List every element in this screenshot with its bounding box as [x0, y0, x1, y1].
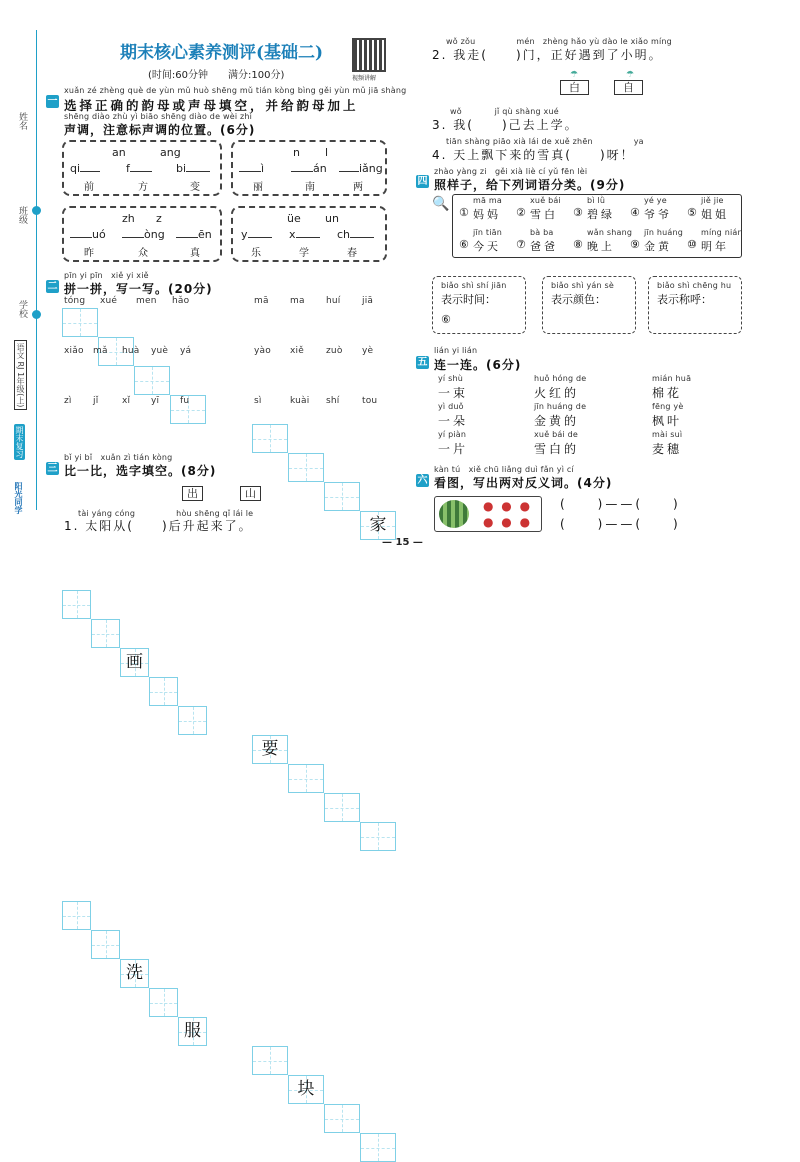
cell-pinyin: yào [254, 346, 271, 356]
section-instruction: 连一连。(6分) [434, 358, 522, 372]
word-pinyin: jīn tiān [473, 228, 502, 237]
pinyin-suffix: ēn [198, 228, 212, 241]
cell-pinyin: xiě [290, 346, 304, 356]
word-item: 雪白 [530, 208, 558, 221]
question-text: 1. 太阳从( )后升起来了。 [64, 519, 253, 533]
writing-cell[interactable] [178, 706, 207, 735]
section-number: 二 [47, 281, 58, 292]
question-pinyin: wǒ jǐ qù shàng xué [450, 107, 559, 116]
match-pinyin: yì duǒ [438, 402, 464, 411]
cell-pinyin: yá [180, 346, 192, 356]
cell-pinyin: huí [326, 296, 341, 306]
section-instruction: 选择正确的韵母或声母填空，并给韵母加上 [64, 98, 359, 113]
answer-blank[interactable] [80, 171, 100, 172]
word-pinyin: mā ma [473, 196, 502, 205]
cell-char: 服 [184, 1021, 201, 1041]
writing-cell[interactable] [252, 1046, 288, 1075]
option: ang [160, 146, 181, 159]
option-char: 自 [614, 80, 643, 95]
writing-cell[interactable] [62, 308, 98, 337]
writing-cell[interactable] [120, 959, 149, 988]
match-item[interactable]: 火红的 [534, 386, 580, 400]
answer-blank[interactable] [350, 237, 374, 238]
picture-box [434, 496, 542, 532]
question-pinyin: wǒ zǒu mén zhèng hǎo yù dào le xiǎo míng [446, 37, 672, 46]
section-number: 四 [417, 176, 428, 187]
match-pinyin: yí piàn [438, 430, 467, 439]
word-item: 爸爸 [530, 240, 558, 253]
category-box[interactable] [648, 276, 742, 334]
cell-pinyin: yè [362, 346, 374, 356]
match-item[interactable]: 一片 [438, 442, 469, 456]
section-pinyin: bǐ yi bǐ xuǎn zì tián kòng [64, 453, 173, 462]
word-number: ① [459, 206, 469, 219]
word-pinyin: bì lǜ [587, 196, 606, 205]
char: 学 [299, 248, 309, 259]
writing-cell[interactable] [324, 793, 360, 822]
fill-box [62, 206, 222, 262]
match-item[interactable]: 麦穗 [652, 442, 683, 456]
writing-cell[interactable] [91, 619, 120, 648]
cell-pinyin: jǐ [93, 396, 99, 406]
option: an [112, 146, 126, 159]
match-item[interactable]: 雪白的 [534, 442, 580, 456]
cell-pinyin: xiǎo [64, 346, 84, 356]
cell-pinyin: men [136, 296, 157, 306]
section-pinyin: xuǎn zé zhèng què de yùn mǔ huò shēng mǔ tián kòng bìng gěi yùn mǔ jiā shàng [64, 86, 407, 95]
answer-blank[interactable] [239, 171, 261, 172]
word-pinyin: wǎn shang [587, 228, 633, 237]
cell-pinyin: zuò [326, 346, 343, 356]
word-pinyin: xuě bái [530, 196, 561, 205]
writing-cell[interactable] [149, 677, 178, 706]
char: 前 [84, 182, 94, 193]
cell-pinyin: mā [254, 296, 269, 306]
qr-code[interactable] [352, 38, 386, 72]
name-label: 姓名 [17, 112, 27, 130]
section-pinyin: kàn tú xiě chū liǎng duì fǎn yì cí [434, 465, 574, 474]
option-char: 出 [182, 486, 203, 501]
section-pinyin: pīn yi pīn xiě yi xiě [64, 271, 149, 280]
cell-pinyin: jiā [362, 296, 374, 306]
char: 变 [190, 182, 200, 193]
option: zh [122, 212, 135, 225]
cell-char: 块 [297, 1079, 315, 1099]
brand-label: 期末复习 [15, 426, 24, 458]
antonym-pair[interactable]: ( )——( ) [560, 497, 681, 511]
category-label: 表示时间： [441, 293, 496, 306]
pinyin-suffix: òng [144, 228, 165, 241]
category-example: ⑥ [441, 313, 451, 326]
cell-pinyin: xǐ [122, 396, 131, 406]
option: n [293, 146, 300, 159]
word-number: ⑧ [573, 238, 583, 251]
page-number: — 15 — [382, 537, 423, 548]
word-pinyin: bà ba [530, 228, 554, 237]
cell-char: 洗 [126, 963, 143, 983]
word-item: 晚上 [587, 240, 615, 253]
antonym-pair[interactable]: ( )——( ) [560, 517, 681, 531]
cell-pinyin: ma [290, 296, 305, 306]
option-char: 山 [240, 486, 261, 501]
char: 方 [138, 182, 148, 193]
section-number: 一 [47, 96, 58, 107]
pinyin-suffix: iǎng [359, 162, 383, 175]
category-pinyin: biǎo shì chēng hu [657, 281, 732, 290]
char: 春 [347, 248, 357, 259]
question-text: 3. 我( )己去上学。 [432, 118, 579, 132]
match-item[interactable]: 一束 [438, 386, 469, 400]
writing-cell[interactable] [288, 764, 324, 793]
category-box[interactable] [542, 276, 636, 334]
section-pinyin: zhào yàng zi gěi xià liè cí yǔ fēn lèi [434, 167, 588, 176]
char: 南 [305, 182, 315, 193]
writing-cell[interactable] [120, 648, 149, 677]
cell-pinyin: kuài [290, 396, 310, 406]
class-label: 班级 [17, 206, 27, 224]
word-number: ④ [630, 206, 640, 219]
pinyin-prefix: qi [70, 162, 81, 175]
writing-cell[interactable] [252, 424, 288, 453]
char: 乐 [251, 248, 261, 259]
match-pinyin: mián huā [652, 374, 692, 383]
match-item[interactable]: 金黄的 [534, 414, 580, 428]
pinyin-prefix: f [126, 162, 130, 175]
pinyin-prefix: bi [176, 162, 187, 175]
answer-blank[interactable] [186, 171, 210, 172]
page-title: 期末核心素养测评(基础二) [120, 43, 324, 63]
question-pinyin: tiān shàng piāo xià lái de xuě zhēn ya [446, 137, 644, 146]
writing-cell[interactable] [360, 1133, 396, 1162]
qr-label: 视频讲解 [352, 75, 377, 82]
watermelon-icon [439, 500, 469, 528]
match-pinyin: fēng yè [652, 402, 684, 411]
pinyin-prefix: y [241, 228, 248, 241]
cell-pinyin: hǎo [172, 296, 190, 306]
category-box[interactable] [432, 276, 526, 334]
pinyin-prefix: ch [337, 228, 351, 241]
fill-box [231, 140, 387, 196]
word-item: 妈妈 [473, 208, 501, 221]
section-instruction: 比一比，选字填空。(8分) [64, 464, 217, 478]
word-number: ⑨ [630, 238, 640, 251]
writing-cell[interactable] [252, 735, 288, 764]
sidebar [0, 0, 48, 568]
match-pinyin: huǒ hóng de [534, 374, 587, 383]
match-item[interactable]: 棉花 [652, 386, 683, 400]
option: z [156, 212, 162, 225]
char: 真 [190, 248, 200, 259]
umbrella-icon: ☂ [626, 70, 635, 80]
section-instruction: 拼一拼，写一写。(20分) [64, 282, 213, 296]
word-item: 今天 [473, 240, 501, 253]
writing-cell[interactable] [288, 1075, 324, 1104]
question-text: 4. 天上飘下来的雪真( )呀！ [432, 148, 635, 162]
word-number: ⑦ [516, 238, 526, 251]
word-number: ② [516, 206, 526, 219]
option: l [325, 146, 329, 159]
answer-blank[interactable] [70, 237, 92, 238]
pinyin-suffix: ì [261, 162, 265, 175]
category-pinyin: biǎo shì yán sè [551, 281, 614, 290]
section-pinyin: shēng diào zhù yì biāo shēng diào de wèi zhì [64, 112, 253, 121]
cell-pinyin: huà [122, 346, 140, 356]
writing-cell[interactable] [360, 822, 396, 851]
word-pinyin: jīn huáng [644, 228, 684, 237]
answer-blank[interactable] [339, 171, 359, 172]
word-bank [452, 194, 742, 258]
writing-cell[interactable] [149, 988, 178, 1017]
section-instruction: 声调，注意标声调的位置。(6分) [64, 123, 256, 137]
cell-pinyin: yī [151, 396, 160, 406]
pinyin-suffix: uó [92, 228, 106, 241]
question-pinyin: tài yáng cóng hòu shēng qǐ lái le [78, 509, 254, 518]
category-label: 表示颜色： [551, 293, 606, 306]
match-pinyin: yí shù [438, 374, 464, 383]
answer-blank[interactable] [130, 171, 152, 172]
writing-cell[interactable] [324, 482, 360, 511]
cell-char: 要 [261, 739, 279, 759]
word-item: 爷爷 [644, 208, 672, 221]
char: 昨 [84, 248, 94, 259]
answer-blank[interactable] [291, 171, 313, 172]
strawberry-icon: ● ● ● [483, 515, 533, 529]
cell-pinyin: shí [326, 396, 340, 406]
cell-pinyin: sì [254, 396, 262, 406]
section-number: 五 [417, 357, 428, 368]
cell-pinyin: zì [64, 396, 72, 406]
answer-blank[interactable] [122, 237, 144, 238]
umbrella-icon: ☂ [570, 70, 579, 80]
cell-char: 画 [126, 652, 143, 672]
cell-pinyin: yuè [151, 346, 169, 356]
writing-cell[interactable] [134, 366, 170, 395]
magnifier-icon: 🔍 [432, 196, 450, 212]
word-item: 明年 [701, 240, 729, 253]
grade-label: 语文 RJ 1年级(上) [14, 340, 27, 410]
cell-pinyin: fu [180, 396, 190, 406]
option-char: 白 [560, 80, 589, 95]
word-pinyin: yé ye [644, 196, 667, 205]
match-pinyin: jīn huáng de [534, 402, 587, 411]
word-item: 金黄 [644, 240, 672, 253]
category-label: 表示称呼： [657, 293, 712, 306]
writing-cell[interactable] [288, 453, 324, 482]
answer-blank[interactable] [296, 237, 320, 238]
strawberry-icon: ● ● ● [483, 499, 533, 513]
section-pinyin: lián yi lián [434, 346, 478, 355]
pinyin-suffix: án [313, 162, 327, 175]
sidebar-line [36, 30, 37, 510]
question-text: 2. 我走( )门，正好遇到了小明。 [432, 48, 663, 62]
cell-pinyin: mǎ [93, 346, 108, 356]
match-pinyin: xuě bái de [534, 430, 579, 439]
word-pinyin: míng nián [701, 228, 743, 237]
option: üe [287, 212, 301, 225]
writing-cell[interactable] [360, 511, 396, 540]
time-info: (时间:60分钟 满分:100分) [148, 70, 285, 81]
logo: 阳光同学 [14, 482, 23, 514]
fill-box [231, 206, 387, 262]
word-item: 姐姐 [701, 208, 729, 221]
writing-cell[interactable] [178, 1017, 207, 1046]
cell-pinyin: xué [100, 296, 118, 306]
match-item[interactable]: 一朵 [438, 414, 469, 428]
section-instruction: 看图，写出两对反义词。(4分) [434, 476, 613, 490]
category-pinyin: biǎo shì shí jiān [441, 281, 507, 290]
word-number: ③ [573, 206, 583, 219]
cell-pinyin: tou [362, 396, 378, 406]
word-number: ⑩ [687, 238, 697, 251]
section-number: 六 [417, 475, 428, 486]
sidebar-dot [32, 310, 41, 319]
match-pinyin: mài suì [652, 430, 683, 439]
cell-pinyin: tóng [64, 296, 86, 306]
answer-blank[interactable] [176, 237, 198, 238]
school-label: 学校 [17, 300, 27, 318]
section-instruction: 照样子，给下列词语分类。(9分) [434, 178, 626, 192]
writing-cell[interactable] [324, 1104, 360, 1133]
match-item[interactable]: 枫叶 [652, 414, 683, 428]
word-pinyin: jiě jie [701, 196, 724, 205]
sidebar-dot [32, 206, 41, 215]
fill-box [62, 140, 222, 196]
option: un [325, 212, 339, 225]
answer-blank[interactable] [248, 237, 272, 238]
word-number: ⑤ [687, 206, 697, 219]
word-number: ⑥ [459, 238, 469, 251]
char: 丽 [253, 182, 263, 193]
char: 两 [353, 182, 363, 193]
pinyin-prefix: x [289, 228, 296, 241]
writing-cell[interactable] [91, 930, 120, 959]
char: 众 [138, 248, 148, 259]
section-number: 三 [47, 463, 58, 474]
writing-cell[interactable] [62, 590, 91, 619]
cell-char: 家 [369, 515, 387, 535]
writing-cell[interactable] [62, 901, 91, 930]
word-item: 碧绿 [587, 208, 615, 221]
